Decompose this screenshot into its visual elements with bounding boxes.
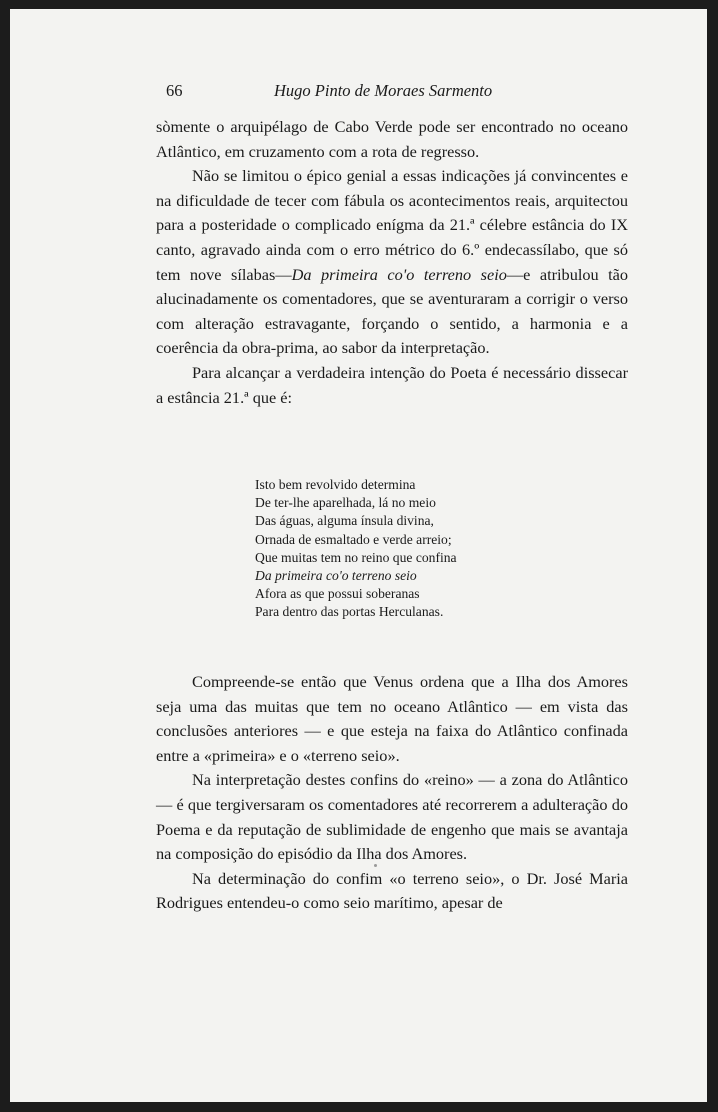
verse-line: Isto bem revolvido determina	[255, 477, 416, 492]
body-text-bottom	[156, 670, 628, 916]
verse-line: Que muitas tem no reino que confina	[255, 549, 457, 565]
verse-line: Da primeira co'o terreno seio	[255, 568, 417, 584]
paragraph: Na interpretação destes confins do «reino» — a zona do Atlântico — é que tergiversaram os comentadores até recorrerem a adulteração do Poema e da reputação de sublimidade de engenho que mais se avantaja na composição do episódio da Ilha dos Amores.	[156, 770, 628, 864]
paragraph-with-quote: Não se limitou o épico genial a essas indicações já convincentes e na dificuldade de tecer com fábula os acontecimentos reais, arquitectou para a posteridade o complicado enígma da 21.ª célebre estância do IX canto, agravado ainda com o erro métrico do 6.º endecassílabo, que só tem nove sílabas—Da primeira co'o terreno seio—e atribulou tão alucinadamente os comentadores, que se aventuraram a corrigir o verso com alteração estravagante, forçando o sentido, a harmonia e a coerência da obra-prima, ao sabor da interpretação.	[156, 166, 628, 358]
verse-line: Das águas, alguma ínsula divina,	[255, 513, 434, 529]
verse-line: De ter-lhe aparelhada, lá no meio	[255, 495, 436, 511]
paragraph-text: Não se limitou o épico genial a essas indicações já convincentes e na dificuldade de tecer com fábula os acontecimentos reais, arquitectou para a posteridade o complicado enígma da 21.ª célebre estância do IX canto, agravado ainda com o erro métrico do 6.º endecassílabo, que só tem nove sílabas	[156, 166, 628, 284]
verse-line: Afora as que possui soberanas	[255, 586, 420, 602]
paragraph-text: e atribulou tão alucinadamente os comentadores, que se aventuraram a corrigir o verso com alteração estravagante, forçando o sentido, a harmonia e a coerência da obra-prima, ao sabor da interpretação.	[156, 264, 628, 358]
print-speck	[374, 864, 377, 867]
quoted-verse: Da primeira co'o terreno seio	[291, 264, 507, 284]
page-number: 66	[166, 81, 183, 100]
paragraph: Compreende-se então que Venus ordena que a Ilha dos Amores seja uma das muitas que tem no oceano Atlântico — em vista das conclusões anteriores — e que esteja na faixa do Atlântico confinada entre a «primeira» e o «terreno seio».	[156, 672, 628, 765]
verse-stanza	[255, 476, 555, 622]
paragraph: Na determinação do confim «o terreno seio», o Dr. José Maria Rodrigues entendeu-o como seio marítimo, apesar de	[156, 868, 628, 913]
body-text-top	[156, 115, 628, 410]
running-title: Hugo Pinto de Moraes Sarmento	[274, 81, 493, 100]
paragraph: Para alcançar a verdadeira intenção do Poeta é necessário dissecar a estância 21.ª que é:	[156, 362, 628, 407]
verse-line: Ornada de esmaltado e verde arreio;	[255, 531, 452, 547]
page-header	[166, 81, 541, 105]
paragraph: sòmente o arquipélago de Cabo Verde pode ser encontrado no oceano Atlântico, em cruzamento com a rota de regresso.	[156, 117, 628, 161]
verse-line: Para dentro das portas Herculanas.	[255, 604, 444, 620]
